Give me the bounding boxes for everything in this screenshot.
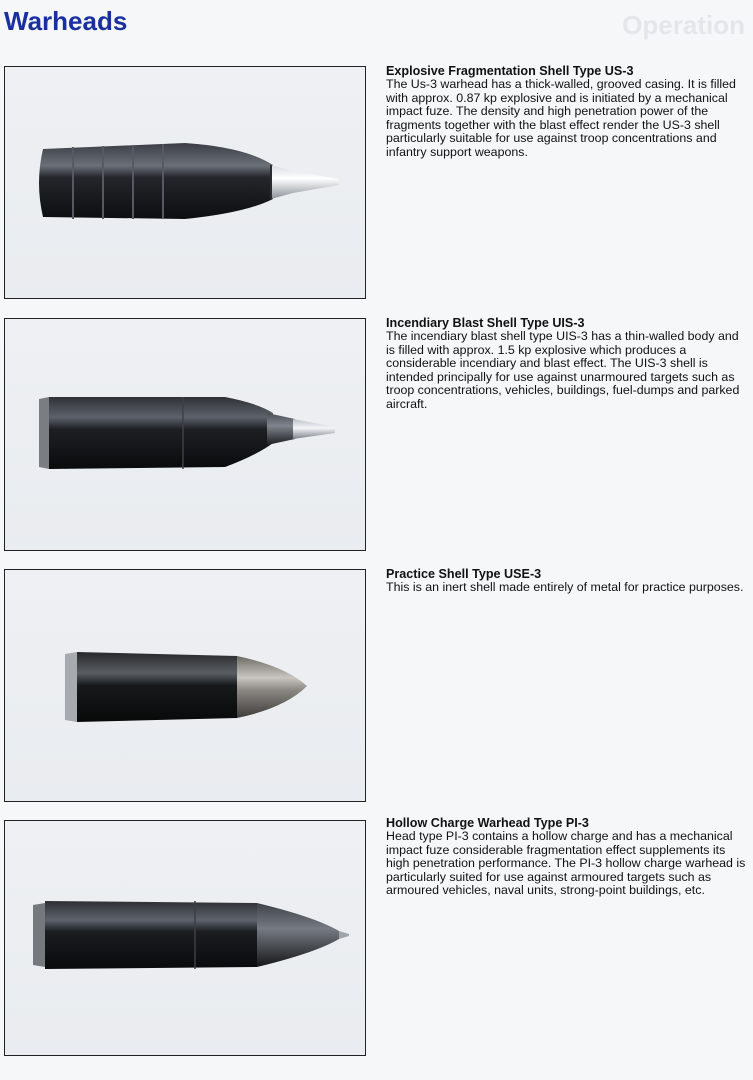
heading-pi3: Hollow Charge Warhead Type PI-3 [386, 816, 589, 830]
section-uis3 [386, 316, 746, 412]
heading-us3: Explosive Fragmentation Shell Type US-3 [386, 64, 634, 78]
photo-use3-shell [4, 569, 366, 802]
photo-pi3-warhead [4, 820, 366, 1056]
section-use3 [386, 567, 746, 595]
body-uis3: The incendiary blast shell type UIS-3 has a thin-walled body and is filled with approx. 1.5 kp explosive which produces a considerable incendiary and blast effect. The UIS-3 shell is intended principally for use against unarmoured targets such as troop concentrations, vehicles, buildings, fuel-dumps and parked aircraft. [386, 329, 740, 411]
section-pi3 [386, 816, 746, 898]
heading-uis3: Incendiary Blast Shell Type UIS-3 [386, 316, 585, 330]
shell-pi3-drawing [33, 901, 349, 969]
shell-use3-drawing [65, 652, 307, 722]
body-us3: The Us-3 warhead has a thick-walled, grooved casing. It is filled with approx. 0.87 kp explosive and is initiated by a mechanical impact fuze. The density and high penetration power of the fragments together with the blast effect render the US-3 shell particularly suitable for use against troop concentrations and infantry support weapons. [386, 77, 736, 159]
faded-reverse-heading: Operation [622, 10, 745, 40]
photo-uis3-shell [4, 318, 366, 551]
heading-use3: Practice Shell Type USE-3 [386, 567, 542, 581]
body-pi3: Head type PI-3 contains a hollow charge and has a mechanical impact fuze considerable fragmentation effect supplements its high penetration performance. The PI-3 hollow charge warhead is particularly suited for use against armoured targets such as armoured vehicles, naval units, strong-point buildings, etc. [386, 829, 746, 898]
body-use3: This is an inert shell made entirely of metal for practice purposes. [386, 580, 744, 594]
shell-uis3-drawing [39, 397, 335, 469]
page-title: Warheads [4, 6, 128, 36]
photo-us3-shell [4, 66, 366, 299]
shell-us3-drawing [39, 143, 339, 219]
section-us3 [386, 64, 746, 160]
